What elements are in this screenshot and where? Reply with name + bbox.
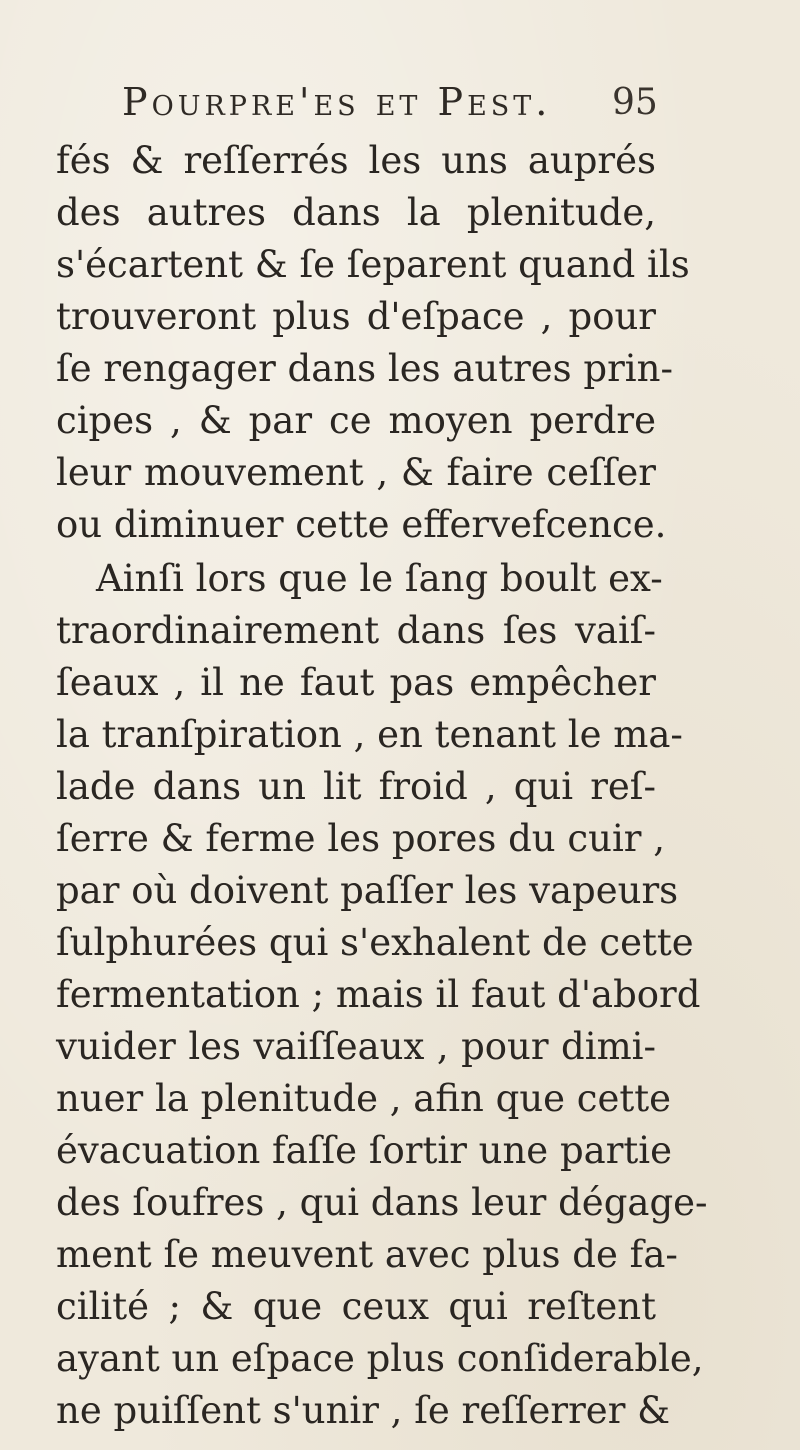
text-line: trouveront plus d'eſpace , pour	[56, 295, 656, 338]
paragraph-start-line: Ainſi lors que le ſang boult ex-	[96, 557, 663, 600]
text-line: fermentation ; mais il faut d'abord	[56, 973, 701, 1016]
text-line: ment ſe meuvent avec plus de fa-	[56, 1233, 678, 1276]
text-line: par où doivent paſſer les vapeurs	[56, 869, 679, 912]
text-line: ſeaux , il ne faut pas empêcher	[56, 661, 656, 704]
text-line: des ſoufres , qui dans leur dégage-	[56, 1181, 708, 1224]
text-line: ou diminuer cette effervefcence.	[56, 503, 667, 546]
text-line: ſe rengager dans les autres prin-	[56, 347, 673, 390]
text-line: vuider les vaiſſeaux , pour dimi-	[56, 1025, 656, 1068]
running-head: Pourpre'es et Pest.	[122, 80, 552, 124]
text-line: leur mouvement , & faire ceſſer	[56, 451, 656, 494]
text-line: s'écartent & ſe ſeparent quand ils	[56, 243, 690, 286]
page-number: 95	[612, 82, 658, 123]
text-line: cipes , & par ce moyen perdre	[56, 399, 656, 442]
text-line: ayant un eſpace plus conſiderable,	[56, 1337, 704, 1380]
text-line: ne puiſſent s'unir , ſe reſſerrer &	[56, 1389, 671, 1432]
text-line: évacuation faſſe ſortir une partie	[56, 1129, 672, 1172]
text-line: ſulphurées qui s'exhalent de cette	[56, 921, 694, 964]
text-line: traordinairement dans ſes vaiſ-	[56, 609, 656, 652]
text-line: cilité ; & que ceux qui reſtent	[56, 1285, 656, 1328]
text-line: des autres dans la plenitude,	[56, 191, 656, 234]
text-line: fés & reſſerrés les uns auprés	[56, 139, 656, 182]
text-line: lade dans un lit froid , qui reſ-	[56, 765, 656, 808]
text-line: nuer la plenitude , afin que cette	[56, 1077, 672, 1120]
text-line: la tranſpiration , en tenant le ma-	[56, 713, 683, 756]
page-header	[0, 74, 800, 138]
text-line: ſerre & ferme les pores du cuir ,	[56, 817, 665, 860]
